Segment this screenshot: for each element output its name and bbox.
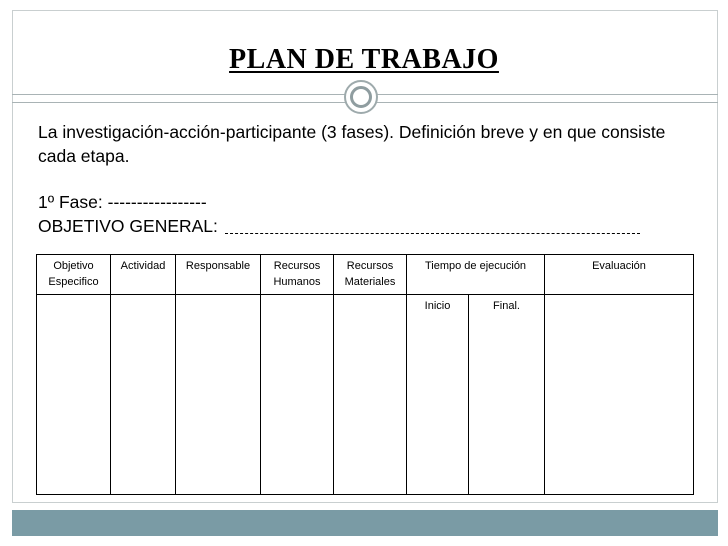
cell-final[interactable] xyxy=(469,295,545,495)
header-actividad: Actividad xyxy=(111,255,176,295)
objective-general xyxy=(38,214,640,238)
header-objetivo: Objetivo Especifico xyxy=(37,255,111,295)
cell-actividad[interactable] xyxy=(111,295,176,495)
work-plan-table xyxy=(36,254,694,495)
phase-line: 1º Fase: ----------------- xyxy=(38,192,207,212)
cell-inicio[interactable] xyxy=(407,295,469,495)
objective-label: OBJETIVO GENERAL: xyxy=(38,216,218,236)
objective-blank-line xyxy=(225,231,640,234)
footer-bar xyxy=(12,510,718,536)
intro-text: La investigación-acción-participante (3 fases). Definición breve y en que consiste cada etapa. xyxy=(38,122,666,166)
cell-recursos-materiales[interactable] xyxy=(334,295,407,495)
subheader-inicio: Inicio xyxy=(424,300,451,312)
header-responsable: Responsable xyxy=(176,255,261,295)
page-title: PLAN DE TRABAJO xyxy=(229,44,499,75)
header-recursos-humanos: Recursos Humanos xyxy=(261,255,334,295)
body-row xyxy=(37,295,694,495)
header-evaluacion: Evaluación xyxy=(545,255,694,295)
circle-ornament-icon xyxy=(344,80,378,114)
header-row xyxy=(37,255,694,295)
cell-responsable[interactable] xyxy=(176,295,261,495)
header-recursos-materiales: Recursos Materiales xyxy=(334,255,407,295)
subheader-final: Final. xyxy=(493,300,520,312)
header-tiempo: Tiempo de ejecución xyxy=(407,255,545,295)
cell-evaluacion[interactable] xyxy=(545,295,694,495)
cell-recursos-humanos[interactable] xyxy=(261,295,334,495)
cell-objetivo[interactable] xyxy=(37,295,111,495)
